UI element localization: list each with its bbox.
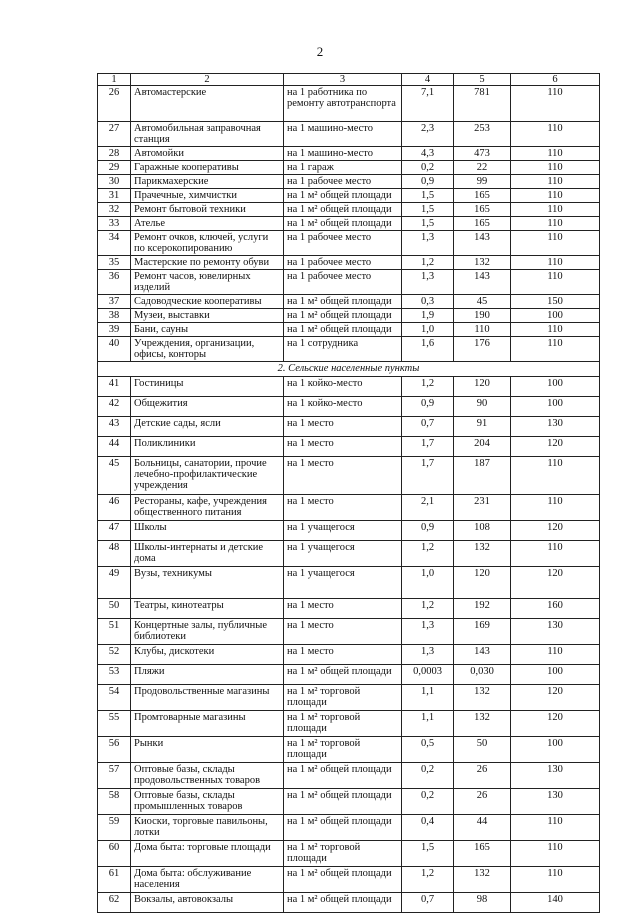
cell-name: Ателье — [131, 217, 284, 231]
cell-c4: 1,3 — [402, 231, 454, 256]
table-row — [98, 161, 600, 175]
cell-n: 53 — [98, 665, 131, 685]
cell-unit: на 1 койко-место — [284, 397, 402, 417]
cell-c6: 130 — [511, 619, 600, 645]
cell-c5: 473 — [454, 147, 511, 161]
cell-n: 49 — [98, 567, 131, 599]
cell-n: 29 — [98, 161, 131, 175]
cell-c6: 110 — [511, 541, 600, 567]
section-title: 2. Сельские населенные пункты — [98, 362, 600, 377]
cell-c6: 120 — [511, 711, 600, 737]
cell-c6: 120 — [511, 521, 600, 541]
cell-unit: на 1 м² общей площади — [284, 665, 402, 685]
cell-c6: 110 — [511, 256, 600, 270]
cell-name: Бани, сауны — [131, 323, 284, 337]
cell-name: Мастерские по ремонту обуви — [131, 256, 284, 270]
header-cell: 1 — [98, 74, 131, 86]
cell-n: 62 — [98, 893, 131, 913]
table-row — [98, 893, 600, 913]
cell-c5: 165 — [454, 189, 511, 203]
cell-unit: на 1 гараж — [284, 161, 402, 175]
table-row — [98, 337, 600, 362]
cell-name: Гаражные кооперативы — [131, 161, 284, 175]
cell-unit: на 1 койко-место — [284, 377, 402, 397]
cell-c6: 150 — [511, 295, 600, 309]
cell-c5: 50 — [454, 737, 511, 763]
table-row — [98, 599, 600, 619]
cell-c5: 253 — [454, 122, 511, 147]
table-row — [98, 147, 600, 161]
cell-name: Школы — [131, 521, 284, 541]
cell-n: 26 — [98, 86, 131, 122]
cell-c4: 1,5 — [402, 841, 454, 867]
cell-name: Детские сады, ясли — [131, 417, 284, 437]
cell-unit: на 1 м² общей площади — [284, 893, 402, 913]
header-cell: 6 — [511, 74, 600, 86]
cell-name: Дома быта: торговые площади — [131, 841, 284, 867]
table-row — [98, 231, 600, 256]
cell-n: 43 — [98, 417, 131, 437]
table-row — [98, 377, 600, 397]
cell-c5: 132 — [454, 541, 511, 567]
cell-unit: на 1 м² общей площади — [284, 867, 402, 893]
table-row — [98, 323, 600, 337]
cell-c6: 110 — [511, 645, 600, 665]
cell-c5: 91 — [454, 417, 511, 437]
cell-unit: на 1 учащегося — [284, 541, 402, 567]
cell-c4: 0,9 — [402, 397, 454, 417]
cell-unit: на 1 м² общей площади — [284, 789, 402, 815]
cell-name: Общежития — [131, 397, 284, 417]
cell-c6: 110 — [511, 815, 600, 841]
cell-name: Автомастерские — [131, 86, 284, 122]
cell-c6: 100 — [511, 737, 600, 763]
cell-name: Киоски, торговые павильоны, лотки — [131, 815, 284, 841]
cell-unit: на 1 учащегося — [284, 567, 402, 599]
cell-n: 54 — [98, 685, 131, 711]
cell-n: 47 — [98, 521, 131, 541]
cell-c4: 0,9 — [402, 521, 454, 541]
cell-n: 28 — [98, 147, 131, 161]
cell-unit: на 1 м² общей площади — [284, 763, 402, 789]
cell-c6: 110 — [511, 231, 600, 256]
cell-name: Ремонт бытовой техники — [131, 203, 284, 217]
cell-n: 50 — [98, 599, 131, 619]
cell-unit: на 1 м² торговой площади — [284, 711, 402, 737]
cell-c6: 130 — [511, 789, 600, 815]
cell-name: Гостиницы — [131, 377, 284, 397]
cell-c6: 110 — [511, 495, 600, 521]
cell-c4: 1,5 — [402, 203, 454, 217]
cell-c5: 204 — [454, 437, 511, 457]
header-cell: 3 — [284, 74, 402, 86]
cell-c4: 1,3 — [402, 645, 454, 665]
cell-c6: 100 — [511, 377, 600, 397]
cell-c5: 132 — [454, 711, 511, 737]
cell-c4: 0,3 — [402, 295, 454, 309]
cell-unit: на 1 место — [284, 437, 402, 457]
table-row — [98, 711, 600, 737]
cell-c6: 110 — [511, 217, 600, 231]
cell-c4: 1,0 — [402, 567, 454, 599]
cell-unit: на 1 м² общей площади — [284, 323, 402, 337]
cell-c5: 26 — [454, 789, 511, 815]
cell-c5: 132 — [454, 256, 511, 270]
table-row — [98, 841, 600, 867]
cell-n: 34 — [98, 231, 131, 256]
cell-c4: 1,1 — [402, 685, 454, 711]
cell-n: 41 — [98, 377, 131, 397]
cell-c6: 100 — [511, 309, 600, 323]
cell-c4: 1,5 — [402, 189, 454, 203]
cell-c5: 165 — [454, 217, 511, 231]
cell-n: 32 — [98, 203, 131, 217]
cell-name: Ремонт часов, ювелирных изделий — [131, 270, 284, 295]
cell-c4: 1,7 — [402, 457, 454, 495]
cell-n: 38 — [98, 309, 131, 323]
cell-unit: на 1 машино-место — [284, 147, 402, 161]
table-row — [98, 437, 600, 457]
table-row — [98, 495, 600, 521]
cell-c4: 1,2 — [402, 599, 454, 619]
cell-name: Школы-интернаты и детские дома — [131, 541, 284, 567]
cell-c6: 110 — [511, 86, 600, 122]
table-row — [98, 815, 600, 841]
cell-name: Дома быта: обслуживание населения — [131, 867, 284, 893]
header-row — [98, 74, 600, 86]
table-row — [98, 789, 600, 815]
cell-c4: 1,1 — [402, 711, 454, 737]
cell-n: 44 — [98, 437, 131, 457]
cell-c4: 2,1 — [402, 495, 454, 521]
cell-n: 30 — [98, 175, 131, 189]
cell-c4: 2,3 — [402, 122, 454, 147]
cell-c5: 176 — [454, 337, 511, 362]
cell-n: 31 — [98, 189, 131, 203]
cell-unit: на 1 учащегося — [284, 521, 402, 541]
table-row — [98, 521, 600, 541]
cell-c4: 0,2 — [402, 161, 454, 175]
cell-name: Оптовые базы, склады промышленных товаров — [131, 789, 284, 815]
table-row — [98, 256, 600, 270]
cell-c5: 169 — [454, 619, 511, 645]
cell-name: Вокзалы, автовокзалы — [131, 893, 284, 913]
cell-n: 27 — [98, 122, 131, 147]
cell-c5: 187 — [454, 457, 511, 495]
table-row — [98, 685, 600, 711]
cell-c4: 0,7 — [402, 417, 454, 437]
cell-unit: на 1 рабочее место — [284, 256, 402, 270]
cell-n: 37 — [98, 295, 131, 309]
header-cell: 2 — [131, 74, 284, 86]
cell-unit: на 1 м² торговой площади — [284, 737, 402, 763]
cell-n: 58 — [98, 789, 131, 815]
cell-c6: 110 — [511, 457, 600, 495]
header-cell: 5 — [454, 74, 511, 86]
cell-c6: 130 — [511, 763, 600, 789]
cell-c6: 110 — [511, 841, 600, 867]
cell-unit: на 1 м² торговой площади — [284, 841, 402, 867]
cell-unit: на 1 работника по ремонту автотранспорта — [284, 86, 402, 122]
table-row — [98, 270, 600, 295]
cell-c6: 110 — [511, 122, 600, 147]
cell-c5: 192 — [454, 599, 511, 619]
cell-unit: на 1 м² общей площади — [284, 815, 402, 841]
cell-unit: на 1 рабочее место — [284, 175, 402, 189]
cell-c5: 99 — [454, 175, 511, 189]
cell-name: Вузы, техникумы — [131, 567, 284, 599]
table-row — [98, 295, 600, 309]
cell-c4: 1,2 — [402, 377, 454, 397]
section-row — [98, 362, 600, 377]
cell-name: Автомойки — [131, 147, 284, 161]
cell-unit: на 1 м² общей площади — [284, 217, 402, 231]
cell-c5: 190 — [454, 309, 511, 323]
cell-unit: на 1 рабочее место — [284, 231, 402, 256]
cell-c5: 0,030 — [454, 665, 511, 685]
cell-c6: 140 — [511, 893, 600, 913]
cell-c5: 98 — [454, 893, 511, 913]
cell-name: Поликлиники — [131, 437, 284, 457]
cell-name: Рестораны, кафе, учреждения общественного питания — [131, 495, 284, 521]
cell-c4: 0,0003 — [402, 665, 454, 685]
cell-n: 61 — [98, 867, 131, 893]
cell-c5: 22 — [454, 161, 511, 175]
cell-name: Учреждения, организации, офисы, конторы — [131, 337, 284, 362]
cell-c5: 44 — [454, 815, 511, 841]
cell-n: 55 — [98, 711, 131, 737]
table-row — [98, 217, 600, 231]
cell-unit: на 1 место — [284, 619, 402, 645]
cell-c5: 90 — [454, 397, 511, 417]
cell-c5: 120 — [454, 377, 511, 397]
table-row — [98, 189, 600, 203]
cell-n: 36 — [98, 270, 131, 295]
table-row — [98, 665, 600, 685]
cell-c6: 110 — [511, 175, 600, 189]
cell-c4: 1,3 — [402, 270, 454, 295]
cell-n: 35 — [98, 256, 131, 270]
cell-c5: 165 — [454, 203, 511, 217]
cell-c4: 1,2 — [402, 541, 454, 567]
cell-n: 59 — [98, 815, 131, 841]
cell-n: 52 — [98, 645, 131, 665]
cell-c4: 0,5 — [402, 737, 454, 763]
cell-c6: 120 — [511, 567, 600, 599]
cell-unit: на 1 м² общей площади — [284, 203, 402, 217]
norms-table-body — [98, 74, 600, 913]
table-row — [98, 86, 600, 122]
cell-unit: на 1 машино-место — [284, 122, 402, 147]
page-number: 2 — [316, 44, 324, 59]
cell-n: 45 — [98, 457, 131, 495]
cell-c5: 132 — [454, 867, 511, 893]
cell-c5: 143 — [454, 270, 511, 295]
cell-c4: 1,2 — [402, 867, 454, 893]
cell-unit: на 1 место — [284, 495, 402, 521]
cell-name: Больницы, санатории, прочие лечебно-профилактические учреждения — [131, 457, 284, 495]
table-row — [98, 397, 600, 417]
cell-name: Клубы, дискотеки — [131, 645, 284, 665]
cell-c4: 1,6 — [402, 337, 454, 362]
cell-name: Садоводческие кооперативы — [131, 295, 284, 309]
norms-table — [97, 73, 600, 913]
cell-c4: 0,4 — [402, 815, 454, 841]
cell-n: 42 — [98, 397, 131, 417]
cell-c4: 0,2 — [402, 789, 454, 815]
cell-c4: 1,0 — [402, 323, 454, 337]
cell-n: 56 — [98, 737, 131, 763]
cell-n: 39 — [98, 323, 131, 337]
cell-c6: 110 — [511, 189, 600, 203]
cell-unit: на 1 место — [284, 457, 402, 495]
cell-n: 46 — [98, 495, 131, 521]
table-row — [98, 619, 600, 645]
cell-c6: 130 — [511, 417, 600, 437]
cell-unit: на 1 м² общей площади — [284, 309, 402, 323]
cell-n: 51 — [98, 619, 131, 645]
cell-c6: 110 — [511, 337, 600, 362]
table-row — [98, 175, 600, 189]
cell-c6: 110 — [511, 203, 600, 217]
cell-c6: 110 — [511, 867, 600, 893]
cell-c6: 110 — [511, 147, 600, 161]
table-row — [98, 122, 600, 147]
cell-name: Автомобильная заправочная станция — [131, 122, 284, 147]
cell-unit: на 1 м² общей площади — [284, 189, 402, 203]
cell-c4: 0,9 — [402, 175, 454, 189]
cell-n: 60 — [98, 841, 131, 867]
cell-name: Ремонт очков, ключей, услуги по ксерокопированию — [131, 231, 284, 256]
cell-c6: 120 — [511, 437, 600, 457]
cell-c5: 110 — [454, 323, 511, 337]
cell-name: Продовольственные магазины — [131, 685, 284, 711]
cell-unit: на 1 место — [284, 417, 402, 437]
cell-c4: 1,2 — [402, 256, 454, 270]
cell-c6: 110 — [511, 161, 600, 175]
cell-name: Рынки — [131, 737, 284, 763]
cell-c4: 0,7 — [402, 893, 454, 913]
cell-unit: на 1 место — [284, 645, 402, 665]
cell-name: Театры, кинотеатры — [131, 599, 284, 619]
table-row — [98, 737, 600, 763]
cell-c4: 1,3 — [402, 619, 454, 645]
cell-c5: 120 — [454, 567, 511, 599]
cell-c6: 160 — [511, 599, 600, 619]
table-row — [98, 541, 600, 567]
cell-c6: 110 — [511, 323, 600, 337]
cell-n: 57 — [98, 763, 131, 789]
cell-name: Парикмахерские — [131, 175, 284, 189]
cell-c4: 1,5 — [402, 217, 454, 231]
cell-n: 33 — [98, 217, 131, 231]
cell-name: Музеи, выставки — [131, 309, 284, 323]
cell-name: Пляжи — [131, 665, 284, 685]
cell-c5: 108 — [454, 521, 511, 541]
cell-c5: 143 — [454, 645, 511, 665]
cell-c6: 100 — [511, 397, 600, 417]
cell-c4: 1,9 — [402, 309, 454, 323]
table-row — [98, 417, 600, 437]
cell-c5: 143 — [454, 231, 511, 256]
table-row — [98, 645, 600, 665]
cell-name: Концертные залы, публичные библиотеки — [131, 619, 284, 645]
cell-c6: 110 — [511, 270, 600, 295]
cell-c5: 132 — [454, 685, 511, 711]
cell-n: 40 — [98, 337, 131, 362]
cell-unit: на 1 м² торговой площади — [284, 685, 402, 711]
cell-c4: 0,2 — [402, 763, 454, 789]
table-row — [98, 309, 600, 323]
table-row — [98, 763, 600, 789]
cell-c5: 26 — [454, 763, 511, 789]
cell-n: 48 — [98, 541, 131, 567]
cell-c6: 100 — [511, 665, 600, 685]
table-row — [98, 867, 600, 893]
cell-name: Оптовые базы, склады продовольственных товаров — [131, 763, 284, 789]
cell-name: Прачечные, химчистки — [131, 189, 284, 203]
cell-name: Промтоварные магазины — [131, 711, 284, 737]
cell-unit: на 1 сотрудника — [284, 337, 402, 362]
cell-unit: на 1 м² общей площади — [284, 295, 402, 309]
cell-c5: 45 — [454, 295, 511, 309]
cell-c6: 120 — [511, 685, 600, 711]
cell-c4: 1,7 — [402, 437, 454, 457]
cell-c5: 165 — [454, 841, 511, 867]
header-cell: 4 — [402, 74, 454, 86]
table-row — [98, 457, 600, 495]
cell-c4: 4,3 — [402, 147, 454, 161]
cell-unit: на 1 место — [284, 599, 402, 619]
cell-c4: 7,1 — [402, 86, 454, 122]
cell-c5: 781 — [454, 86, 511, 122]
cell-unit: на 1 рабочее место — [284, 270, 402, 295]
table-row — [98, 567, 600, 599]
table-row — [98, 203, 600, 217]
cell-c5: 231 — [454, 495, 511, 521]
